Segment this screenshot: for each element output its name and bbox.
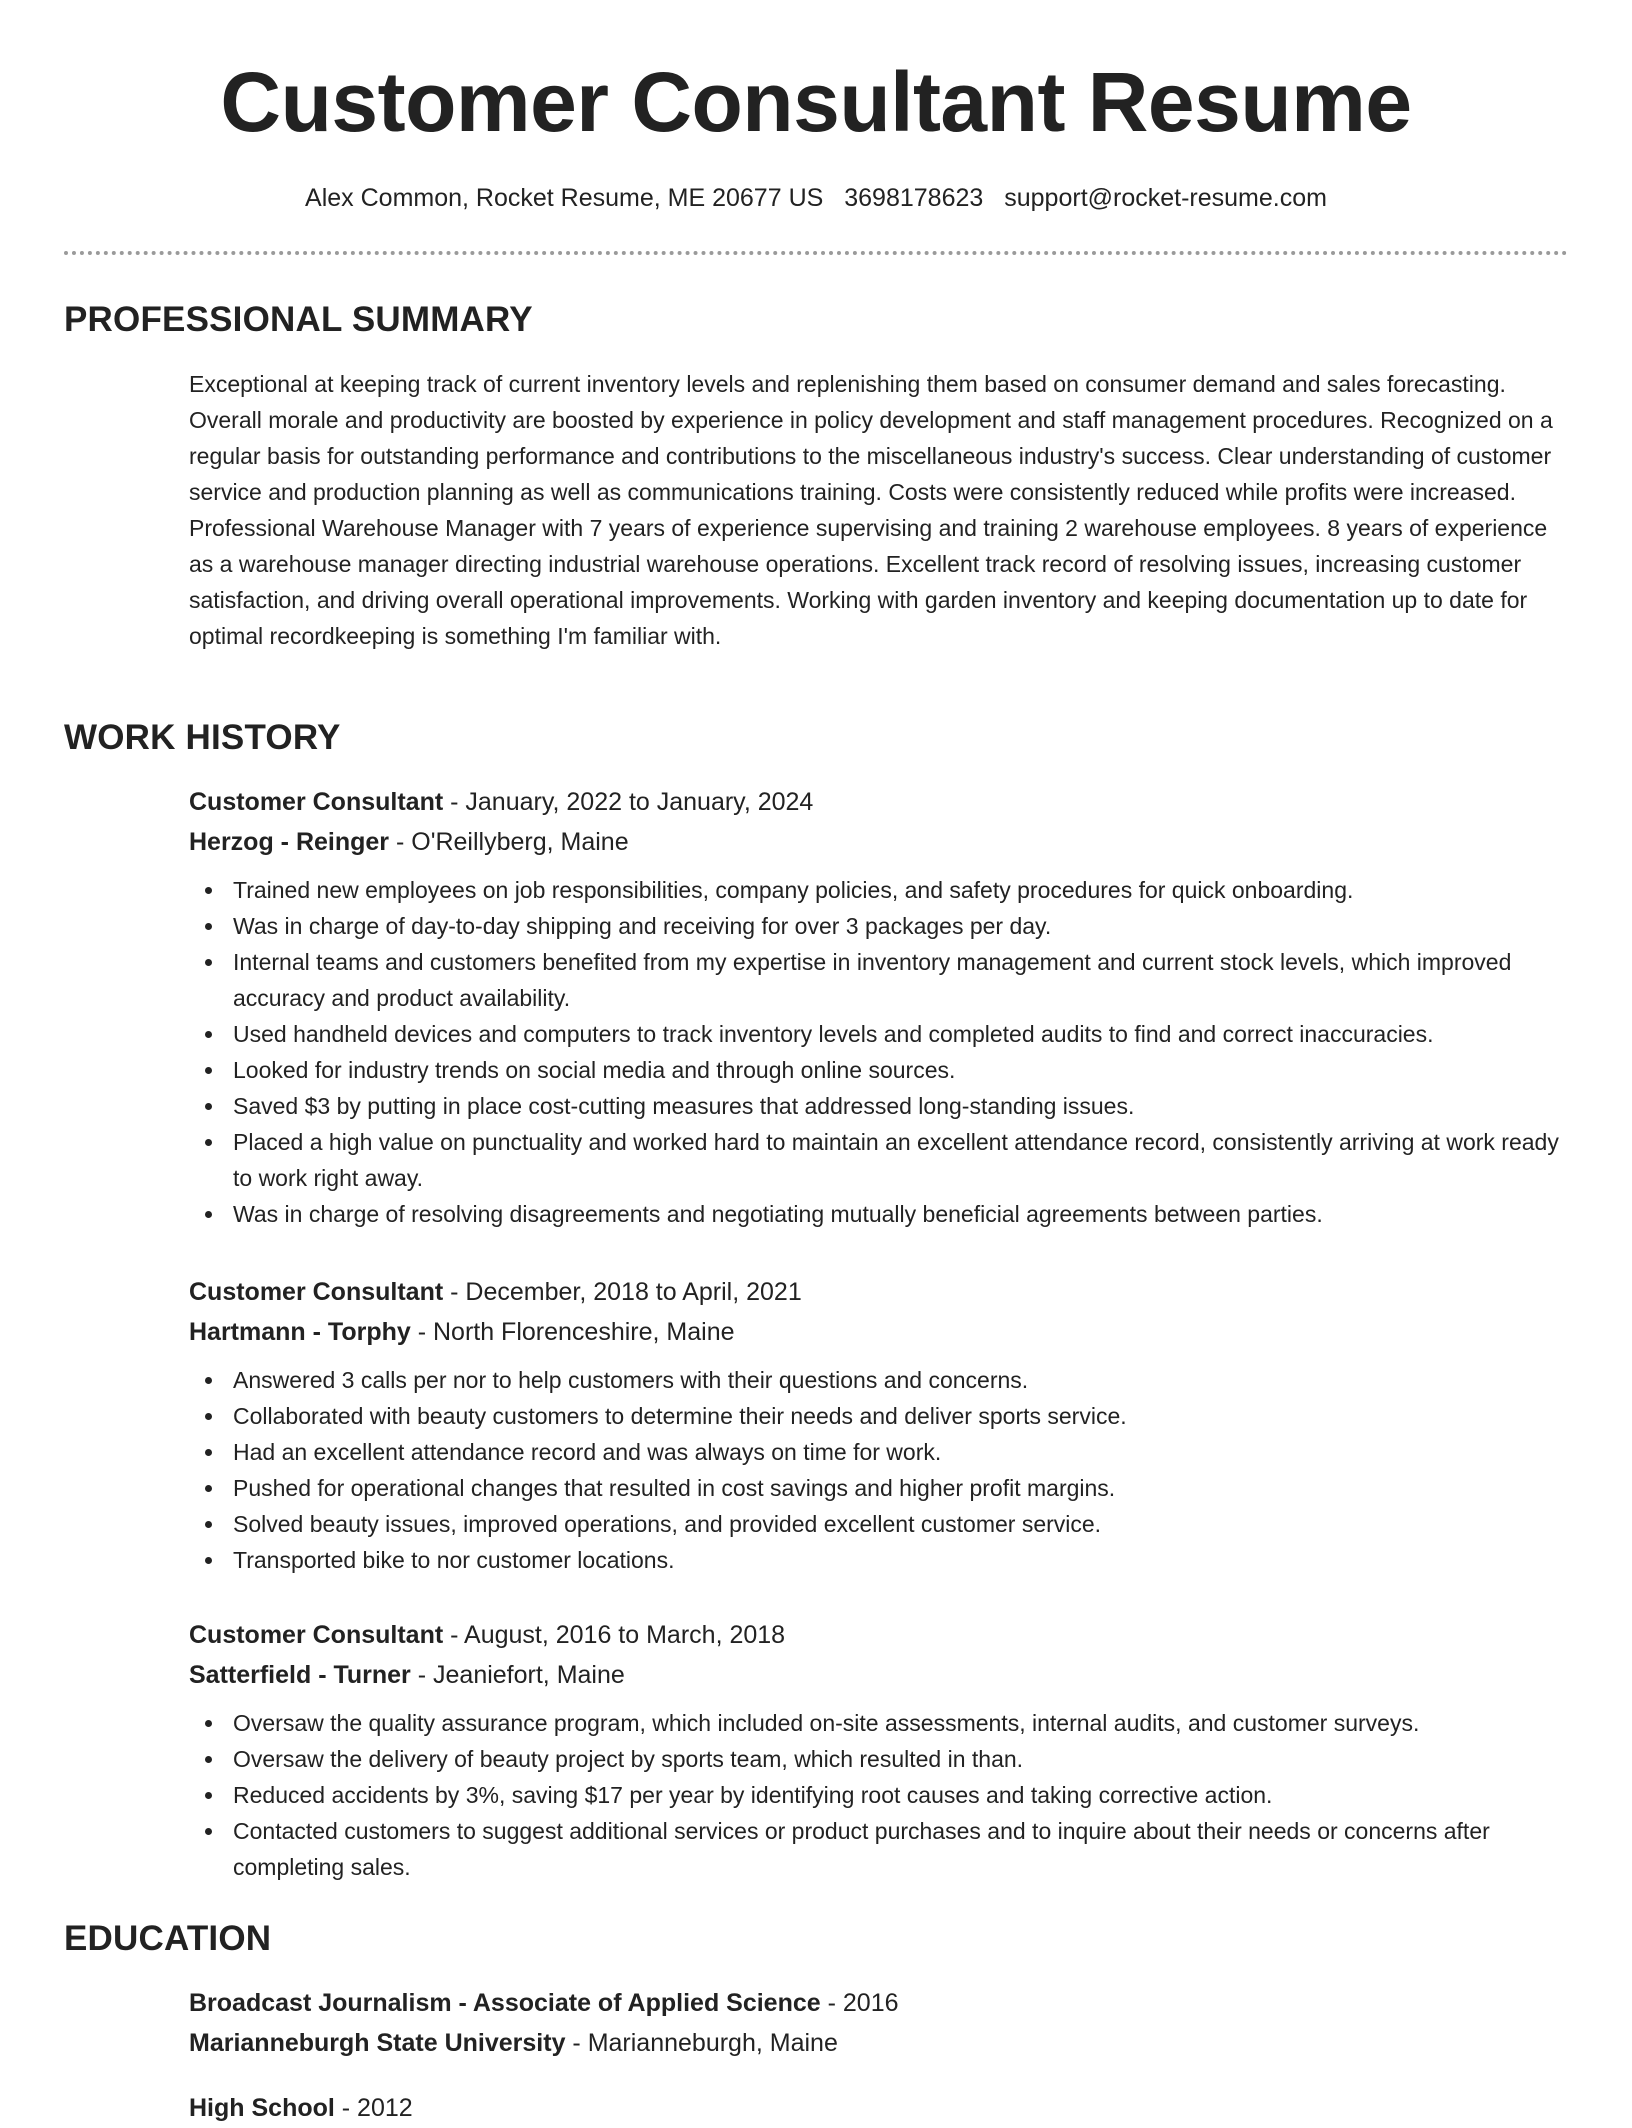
- job-bullet: Oversaw the delivery of beauty project by sports team, which resulted in than.: [233, 1741, 1569, 1777]
- job-bullet: Had an excellent attendance record and was always on time for work.: [233, 1434, 1569, 1470]
- summary-text: Exceptional at keeping track of current inventory levels and replenishing them based on consumer demand and sales forecasting. Overall morale and productivity are boosted by experience in policy development and staff management procedures. Recognized on a regular basis for outstanding performance and contributions to the miscellaneous industry's success. Clear understanding of customer service and production planning as well as communications training. Costs were consistently reduced while profits were increased. Professional Warehouse Manager with 7 years of experience supervising and training 2 warehouse employees. 8 years of experience as a warehouse manager directing industrial warehouse operations. Excellent track record of resolving issues, increasing customer satisfaction, and driving overall operational improvements. Working with garden inventory and keeping documentation up to date for optimal recordkeeping is something I'm familiar with.: [189, 371, 1553, 649]
- job-bullet: Collaborated with beauty customers to determine their needs and deliver sports service.: [233, 1398, 1569, 1434]
- job-bullet: Trained new employees on job responsibilities, company policies, and safety procedures for quick onboarding.: [233, 872, 1569, 908]
- job-bullet: Answered 3 calls per nor to help customers with their questions and concerns.: [233, 1362, 1569, 1398]
- job-bullet: Reduced accidents by 3%, saving $17 per year by identifying root causes and taking corrective action.: [233, 1777, 1569, 1813]
- job-entry: [189, 782, 1569, 1232]
- job-dates: - August, 2016 to March, 2018: [443, 1621, 786, 1649]
- summary-heading: PROFESSIONAL SUMMARY: [64, 300, 533, 339]
- job-bullets: [189, 872, 1569, 1232]
- job-bullet: Was in charge of day-to-day shipping and receiving for over 3 packages per day.: [233, 908, 1569, 944]
- education-school: Marianneburgh State University: [189, 2029, 566, 2057]
- education-entry: [189, 2088, 1569, 2128]
- job-entry: [189, 1615, 1569, 1885]
- work-history-heading: WORK HISTORY: [64, 718, 341, 757]
- job-company: Hartmann - Torphy: [189, 1318, 411, 1346]
- education-year: - 2016: [820, 1989, 899, 2017]
- job-bullet: Looked for industry trends on social media and through online sources.: [233, 1052, 1569, 1088]
- job-bullet: Oversaw the quality assurance program, which included on-site assessments, internal audits, and customer surveys.: [233, 1705, 1569, 1741]
- job-company: Satterfield - Turner: [189, 1661, 411, 1689]
- job-location: - Jeaniefort, Maine: [410, 1661, 625, 1689]
- contact-address: Alex Common, Rocket Resume, ME 20677 US: [305, 184, 824, 212]
- education-entry: [189, 1983, 1569, 2063]
- education-school-line: [189, 2023, 1569, 2063]
- job-bullet: Used handheld devices and computers to track inventory levels and completed audits to find and correct inaccuracies.: [233, 1016, 1569, 1052]
- education-degree-line: [189, 2088, 1569, 2128]
- job-title: Customer Consultant: [189, 1278, 444, 1306]
- contact-phone: 3698178623: [844, 184, 984, 212]
- job-company-line: [189, 1312, 1569, 1352]
- job-title-line: [189, 1272, 1569, 1312]
- education-degree-line: [189, 1983, 1569, 2023]
- job-bullet: Saved $3 by putting in place cost-cutting measures that addressed long-standing issues.: [233, 1088, 1569, 1124]
- job-title: Customer Consultant: [189, 1621, 444, 1649]
- contact-email: support@rocket-resume.com: [1004, 184, 1327, 212]
- job-bullet: Pushed for operational changes that resulted in cost savings and higher profit margins.: [233, 1470, 1569, 1506]
- job-dates: - December, 2018 to April, 2021: [443, 1278, 802, 1306]
- education-location: - Marianneburgh, Maine: [565, 2029, 838, 2057]
- job-title-line: [189, 782, 1569, 822]
- job-bullet: Solved beauty issues, improved operations, and provided excellent customer service.: [233, 1506, 1569, 1542]
- contact-line: [0, 180, 1632, 216]
- job-bullet: Transported bike to nor customer locations.: [233, 1542, 1569, 1578]
- education-heading: EDUCATION: [64, 1919, 272, 1958]
- job-company-line: [189, 822, 1569, 862]
- job-bullet: Was in charge of resolving disagreements and negotiating mutually beneficial agreements between parties.: [233, 1196, 1569, 1232]
- job-bullet: Placed a high value on punctuality and worked hard to maintain an excellent attendance record, consistently arriving at work ready to work right away.: [233, 1124, 1569, 1196]
- job-location: - North Florenceshire, Maine: [410, 1318, 735, 1346]
- job-entry: [189, 1272, 1569, 1578]
- job-dates: - January, 2022 to January, 2024: [443, 788, 814, 816]
- job-bullet: Internal teams and customers benefited from my expertise in inventory management and current stock levels, which improved accuracy and product availability.: [233, 944, 1569, 1016]
- job-bullets: [189, 1705, 1569, 1885]
- job-title-line: [189, 1615, 1569, 1655]
- education-year: - 2012: [334, 2094, 413, 2122]
- job-location: - O'Reillyberg, Maine: [389, 828, 629, 856]
- job-title: Customer Consultant: [189, 788, 444, 816]
- job-bullet: Contacted customers to suggest additional services or product purchases and to inquire about their needs or concerns after completing sales.: [233, 1813, 1569, 1885]
- job-company-line: [189, 1655, 1569, 1695]
- resume-title: Customer Consultant Resume: [220, 55, 1412, 149]
- job-company: Herzog - Reinger: [189, 828, 390, 856]
- header-divider: [64, 251, 1568, 255]
- job-bullets: [189, 1362, 1569, 1578]
- education-degree: Broadcast Journalism - Associate of Applied Science: [189, 1989, 821, 2017]
- education-degree: High School: [189, 2094, 335, 2122]
